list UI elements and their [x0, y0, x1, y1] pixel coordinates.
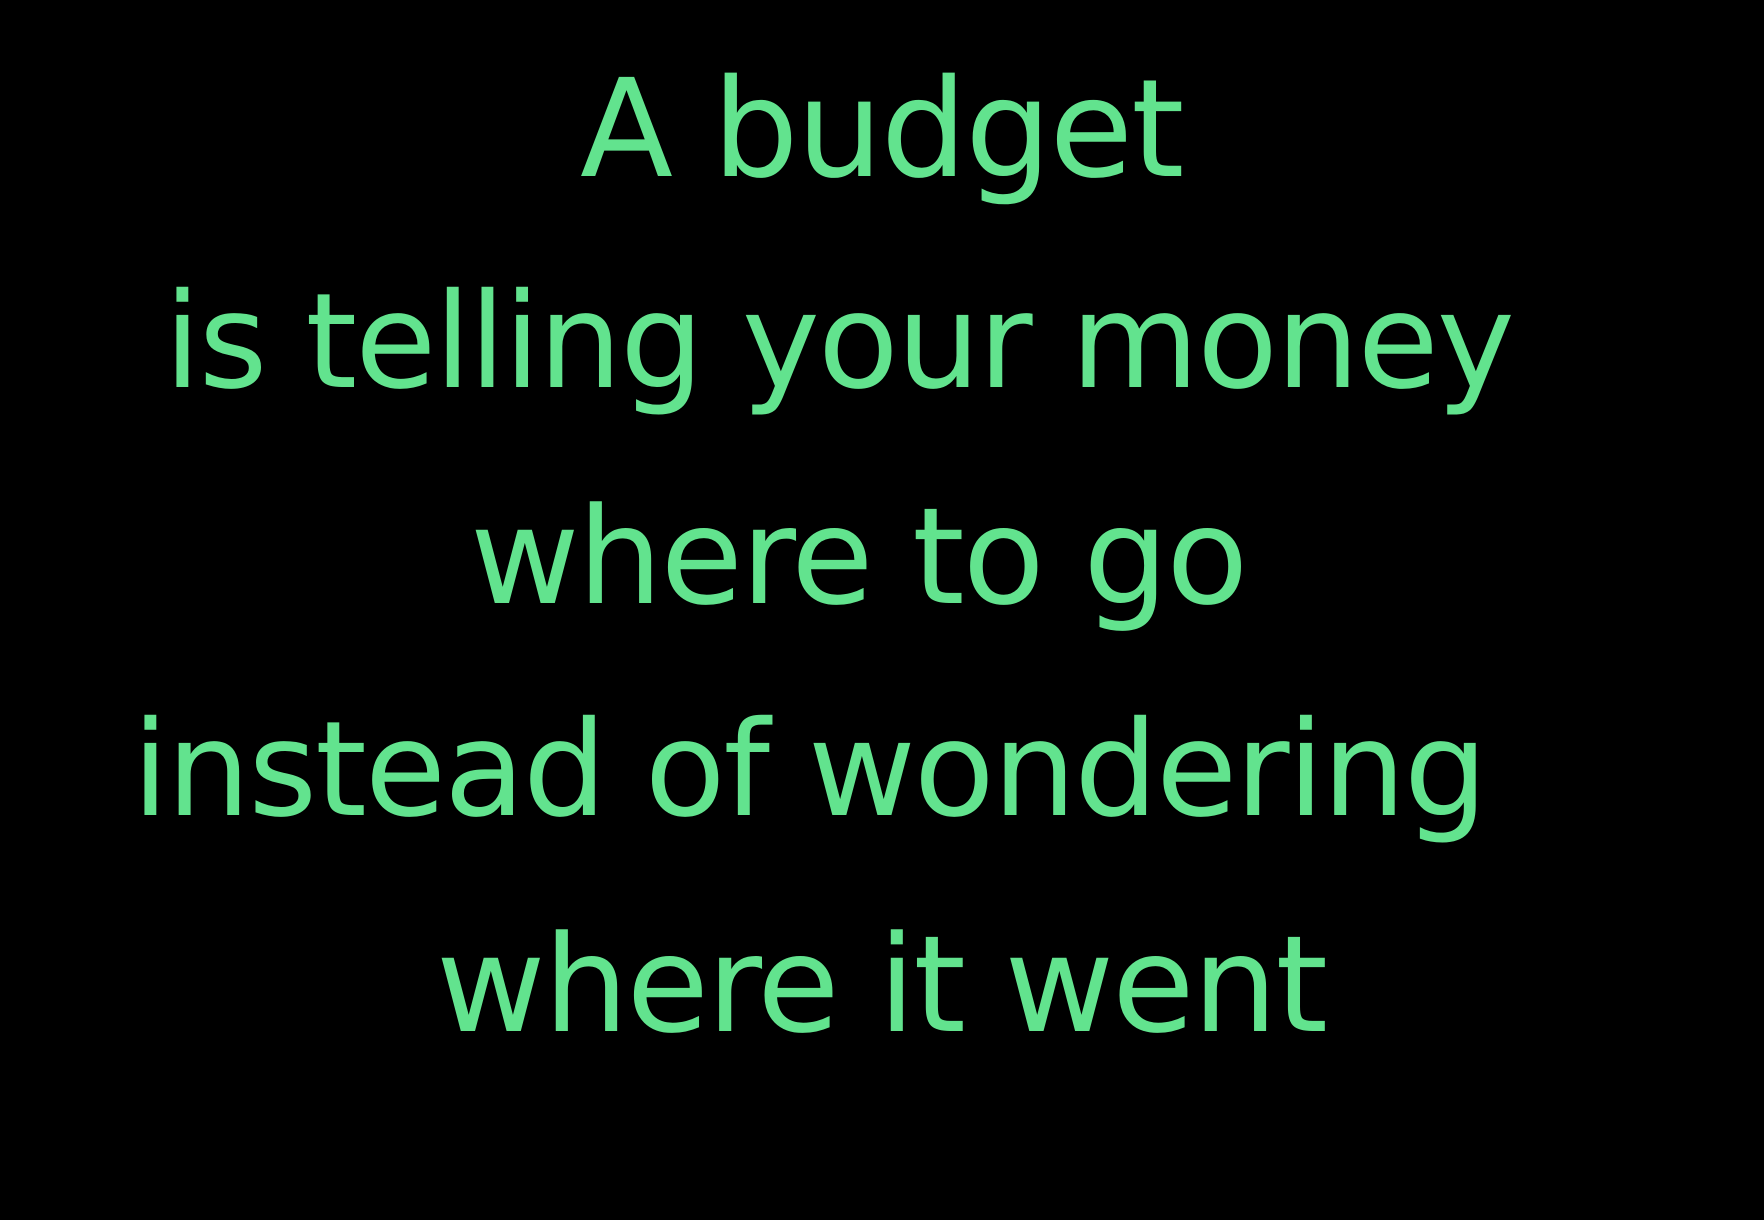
quote-line-2: is telling your money — [164, 265, 1513, 419]
quote-line-3: where to go — [470, 479, 1247, 635]
quote-line-4: instead of wondering — [132, 693, 1486, 847]
quote-line-1: A budget — [580, 51, 1183, 209]
quote-line-5: where it went — [436, 907, 1327, 1063]
